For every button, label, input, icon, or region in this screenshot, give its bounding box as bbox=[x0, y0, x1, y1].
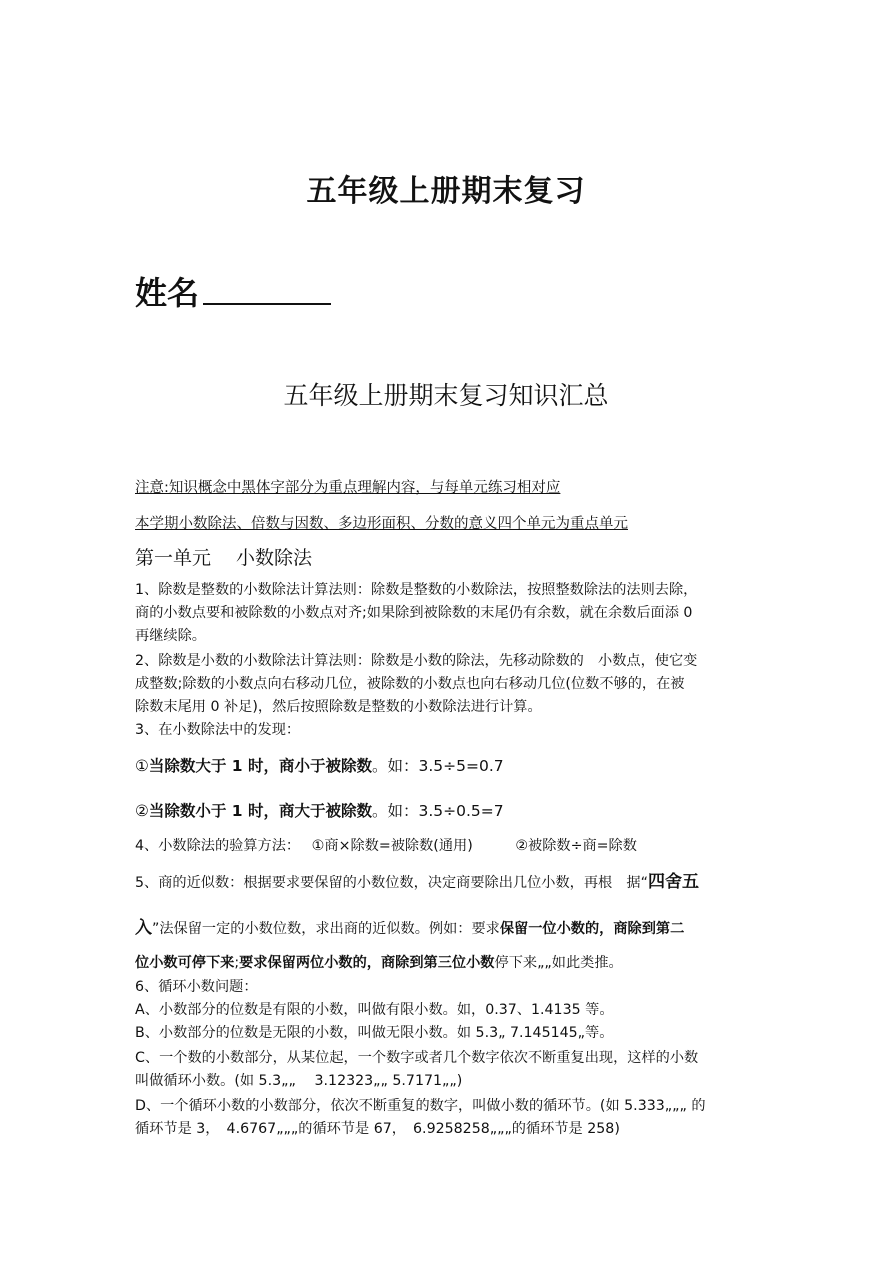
paragraph-line bbox=[135, 918, 684, 941]
paragraph-line: D、一个循环小数的小数部分，依次不断重复的数字，叫做小数的循环节。(如 5.333„„„ 的 bbox=[135, 1098, 706, 1114]
finding-bold-text: 当除数大于 1 时，商小于被除数 bbox=[148, 757, 372, 775]
paragraph-line: 2、除数是小数的小数除法计算法则：除数是小数的除法，先移动除数的 小数点，使它变 bbox=[135, 653, 698, 669]
paragraph-line: 6、循环小数问题： bbox=[135, 979, 258, 995]
finding-example: 。如：3.5÷0.5=7 bbox=[372, 802, 504, 820]
finding-line bbox=[135, 801, 504, 823]
paragraph-line: 除数末尾用 0 补足)，然后按照除数是整数的小数除法进行计算。 bbox=[135, 699, 542, 715]
finding-marker: ① bbox=[135, 757, 149, 775]
paragraph-line bbox=[135, 953, 623, 975]
note-line: 本学期小数除法、倍数与因数、多边形面积、分数的意义四个单元为重点单元 bbox=[135, 516, 628, 532]
paragraph-line bbox=[135, 872, 699, 895]
bold-span: 四舍五 bbox=[647, 872, 699, 892]
paragraph-line: 循环节是 3， 4.6767„„„的循环节是 67， 6.9258258„„„的循环节是 258) bbox=[135, 1121, 620, 1137]
document-title: 五年级上册期末复习 bbox=[306, 174, 586, 209]
paragraph-line: 再继续除。 bbox=[135, 628, 206, 644]
bold-span: 位小数可停下来 bbox=[135, 955, 235, 971]
bold-span: 保留一位小数的，商除到第二 bbox=[499, 921, 685, 937]
text-span: 5、商的近似数：根据要求要保留的小数位数，决定商要除出几位小数，再根 据“ bbox=[135, 875, 648, 891]
finding-line bbox=[135, 756, 504, 778]
name-label: 姓名 bbox=[135, 274, 200, 312]
finding-example: 。如：3.5÷5=0.7 bbox=[372, 757, 504, 775]
bold-span: 入 bbox=[135, 918, 152, 938]
paragraph-line: A、小数部分的位数是有限的小数，叫做有限小数。如，0.37、1.4135 等。 bbox=[135, 1002, 614, 1018]
paragraph-line: B、小数部分的位数是无限的小数，叫做无限小数。如 5.3„ 7.145145„等。 bbox=[135, 1025, 614, 1041]
name-blank-line bbox=[203, 303, 331, 305]
finding-bold-text: 当除数小于 1 时，商大于被除数 bbox=[148, 802, 372, 820]
paragraph-line: 4、小数除法的验算方法： ①商×除数=被除数(通用) ②被除数÷商=除数 bbox=[135, 838, 637, 854]
paragraph-line: 1、除数是整数的小数除法计算法则：除数是整数的小数除法，按照整数除法的法则去除， bbox=[135, 582, 698, 598]
paragraph-line: 商的小数点要和被除数的小数点对齐;如果除到被除数的末尾仍有余数，就在余数后面添 0 bbox=[135, 605, 693, 621]
note-line: 注意:知识概念中黑体字部分为重点理解内容，与每单元练习相对应 bbox=[135, 480, 561, 496]
bold-span: 要求保留两位小数的，商除到第三位小数 bbox=[239, 955, 495, 971]
paragraph-line: 叫做循环小数。(如 5.3„„ 3.12323„„ 5.7171„„) bbox=[135, 1073, 463, 1089]
paragraph-line: C、一个数的小数部分，从某位起，一个数字或者几个数字依次不断重复出现，这样的小数 bbox=[135, 1050, 699, 1066]
text-span: ; bbox=[234, 955, 240, 971]
text-span: ”法保留一定的小数位数，求出商的近似数。例如：要求 bbox=[152, 921, 500, 937]
document-subtitle: 五年级上册期末复习知识汇总 bbox=[283, 381, 609, 410]
paragraph-line: 3、在小数除法中的发现： bbox=[135, 722, 301, 738]
text-span: 停下来„„如此类推。 bbox=[494, 955, 623, 971]
paragraph-line: 成整数;除数的小数点向右移动几位，被除数的小数点也向右移动几位(位数不够的，在被 bbox=[135, 676, 685, 692]
finding-marker: ② bbox=[135, 802, 149, 820]
unit-heading: 第一单元 小数除法 bbox=[135, 547, 313, 569]
